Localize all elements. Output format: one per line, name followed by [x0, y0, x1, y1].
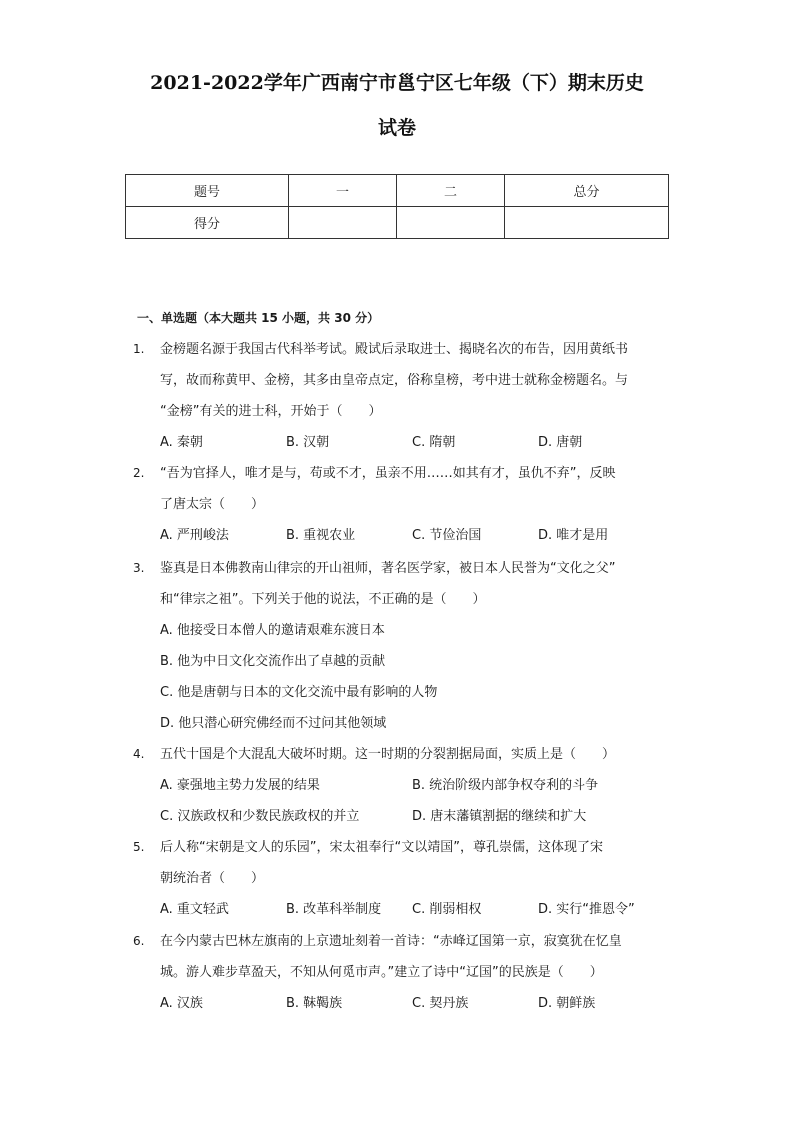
option-b: B. 靺鞨族 — [286, 996, 343, 1011]
score-table-cell: 题号 — [126, 175, 289, 207]
question-number: 5. — [133, 840, 145, 854]
score-table-header-row — [126, 175, 669, 207]
score-table-cell — [289, 207, 397, 239]
question-number: 2. — [133, 466, 145, 480]
option-d: D. 唐朝 — [538, 435, 583, 450]
question-text-line: 鉴真是日本佛教南山律宗的开山祖师，著名医学家，被日本人民誉为“文化之父” — [160, 561, 616, 576]
option-c: C. 他是唐朝与日本的文化交流中最有影响的人物 — [160, 685, 438, 700]
question-number: 3. — [133, 561, 145, 575]
score-table-cell: 一 — [289, 175, 397, 207]
question-number: 6. — [133, 934, 145, 948]
exam-title-line1: 2021-2022学年广西南宁市邕宁区七年级（下）期末历史 — [150, 72, 644, 94]
question-text-line: 朝统治者（ ） — [160, 871, 265, 886]
option-c: C. 削弱相权 — [412, 902, 482, 917]
option-d: D. 实行“推恩令” — [538, 902, 635, 917]
exam-title-line2: 试卷 — [377, 117, 416, 139]
question-text-line: 了唐太宗（ ） — [160, 497, 265, 512]
score-table-score-row — [126, 207, 669, 239]
section-heading: 一、单选题（本大题共 15 小题，共 30 分） — [137, 311, 380, 325]
question-text-line: 金榜题名源于我国古代科举考试。殿试后录取进士、揭晓名次的布告，因用黄纸书 — [160, 342, 629, 357]
question-text-line: 城。游人难步草盈天，不知从何觅市声。”建立了诗中“辽国”的民族是（ ） — [160, 965, 603, 980]
option-a: A. 汉族 — [160, 996, 203, 1011]
option-b: B. 重视农业 — [286, 528, 356, 543]
option-b: B. 汉朝 — [286, 435, 330, 450]
option-c: C. 汉族政权和少数民族政权的并立 — [160, 809, 360, 824]
option-c: C. 节俭治国 — [412, 528, 482, 543]
option-c: C. 契丹族 — [412, 996, 469, 1011]
option-a: A. 他接受日本僧人的邀请艰难东渡日本 — [160, 623, 385, 638]
score-table-cell — [397, 207, 505, 239]
score-table-cell — [505, 207, 669, 239]
option-a: A. 豪强地主势力发展的结果 — [160, 778, 320, 793]
option-d: D. 唐末藩镇割据的继续和扩大 — [412, 809, 587, 824]
question-text-line: “吾为官择人，唯才是与，苟或不才，虽亲不用……如其有才，虽仇不弃”，反映 — [160, 466, 616, 481]
option-a: A. 秦朝 — [160, 435, 203, 450]
question-text-line: 和“律宗之祖”。下列关于他的说法，不正确的是（ ） — [160, 592, 486, 607]
option-a: A. 严刑峻法 — [160, 528, 229, 543]
question-text-line: 写，故而称黄甲、金榜，其多由皇帝点定，俗称皇榜，考中进士就称金榜题名。与 — [160, 373, 629, 388]
option-b: B. 他为中日文化交流作出了卓越的贡献 — [160, 654, 386, 669]
option-d: D. 他只潜心研究佛经而不过问其他领域 — [160, 716, 387, 731]
score-table-cell: 二 — [397, 175, 505, 207]
question-number: 4. — [133, 747, 145, 761]
score-table-cell: 总分 — [505, 175, 669, 207]
question-text-line: 五代十国是个大混乱大破坏时期。这一时期的分裂割据局面，实质上是（ ） — [160, 747, 616, 762]
option-a: A. 重文轻武 — [160, 902, 229, 917]
option-d: D. 唯才是用 — [538, 528, 609, 543]
score-table-cell: 得分 — [126, 207, 289, 239]
option-b: B. 改革科举制度 — [286, 902, 382, 917]
question-number: 1. — [133, 342, 145, 356]
question-text-line: “金榜”有关的进士科，开始于（ ） — [160, 404, 382, 419]
question-text-line: 后人称“宋朝是文人的乐园”，宋太祖奉行“文以靖国”，尊孔崇儒，这体现了宋 — [160, 840, 603, 855]
question-text-line: 在今内蒙古巴林左旗南的上京遗址刻着一首诗：“赤峰辽国第一京，寂寞犹在忆皇 — [160, 934, 622, 949]
option-b: B. 统治阶级内部争权夺利的斗争 — [412, 778, 599, 793]
option-d: D. 朝鲜族 — [538, 996, 596, 1011]
option-c: C. 隋朝 — [412, 435, 456, 450]
score-table — [125, 174, 669, 239]
